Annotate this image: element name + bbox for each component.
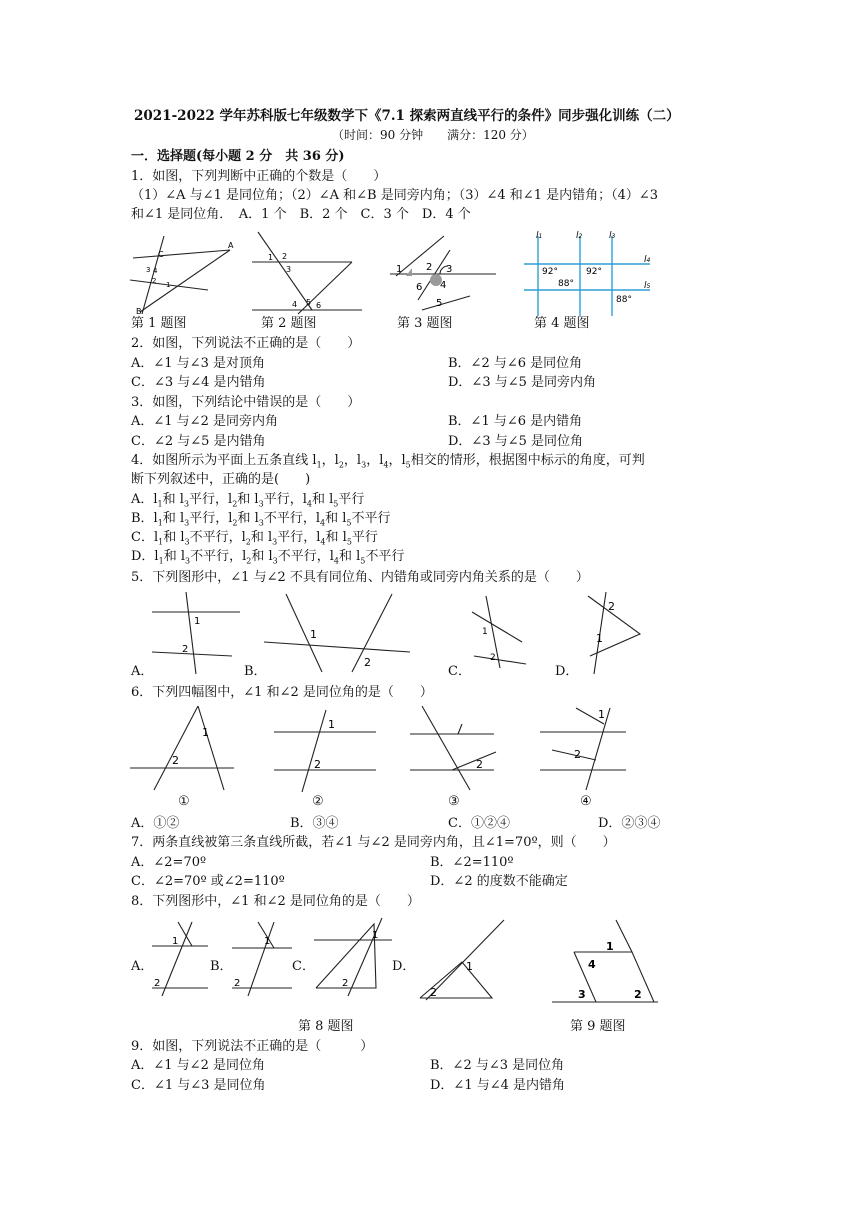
q8-figure-c	[312, 914, 396, 998]
option-d: D．②③④	[598, 816, 661, 831]
option-a: A．$l_1$和 $l_3$平行，$l_2$和 $l_3$平行，$l_4$和 $l_5$平行	[131, 492, 365, 509]
option-d: D．∠3 与∠5 是同旁内角	[448, 375, 597, 390]
fig3-label: 1	[396, 264, 403, 275]
fig2-label: 6	[316, 301, 322, 310]
option-b: B．∠2=110º	[430, 855, 514, 870]
fig1-label: 4	[153, 267, 158, 275]
question-4-stem: 4．如图所示为平面上五条直线 $l_1$，$l_2$，$l_3$，$l_4$，$l_5$相交的情形，根据图中标示的角度，可判	[131, 453, 645, 470]
figure-number: ③	[448, 794, 460, 809]
fig4-label: l3	[609, 231, 616, 241]
fig1-label: A	[228, 241, 234, 250]
q8a-label: 1	[172, 936, 179, 947]
fig4-angle: 92°	[542, 267, 558, 277]
fig4-angle: 88°	[616, 295, 632, 305]
fig1-label: C	[158, 250, 164, 259]
option-d: D．∠1 与∠4 是内错角	[430, 1078, 566, 1093]
figure-caption: 第 2 题图	[261, 316, 317, 331]
q8-figure-b	[228, 918, 294, 998]
option-d-label: D．	[392, 959, 416, 974]
question-8-stem: 8．下列图形中，∠1 和∠2 是同位角的是（ ）	[131, 894, 420, 909]
q6-label: 2	[172, 754, 179, 767]
q6-label: 1	[202, 726, 209, 739]
page-subtitle: （时间：90 分钟 满分：120 分）	[332, 128, 534, 142]
fig4-angle: 88°	[558, 279, 574, 289]
figure-caption: 第 8 题图	[298, 1019, 354, 1034]
q5b-label: 1	[310, 628, 317, 641]
q5a-label: 2	[182, 644, 189, 655]
figure-1	[128, 228, 238, 318]
q5c-label: 2	[490, 653, 496, 663]
fig2-label: 1	[268, 253, 274, 262]
figure-number: ①	[178, 794, 190, 809]
option-c-label: C．	[448, 664, 471, 679]
question-2-stem: 2．如图，下列说法不正确的是（ ）	[131, 336, 361, 351]
option-c-label: C．	[292, 959, 315, 974]
fig4-angle: 92°	[586, 267, 602, 277]
question-1-stem: 1．如图，下列判断中正确的个数是（ ）	[131, 169, 387, 184]
fig2-label: 2	[282, 252, 288, 261]
fig4-label: l5	[644, 281, 651, 291]
q6-label: 2	[476, 758, 483, 771]
fig9-label: 3	[578, 988, 586, 1001]
fig9-label: 2	[634, 988, 642, 1001]
fig4-label: l1	[536, 231, 543, 241]
q5-figure-d	[574, 590, 644, 675]
question-3-stem: 3．如图，下列结论中错误的是（ ）	[131, 395, 361, 410]
option-b-label: B．	[210, 959, 233, 974]
option-b: B．∠1 与∠6 是内错角	[448, 414, 583, 429]
option-d: D．∠3 与∠5 是同位角	[448, 434, 584, 449]
option-c: C．∠2 与∠5 是内错角	[131, 434, 266, 449]
q6-label: 1	[598, 708, 605, 721]
fig3-label: 5	[436, 298, 443, 309]
q6-figure-2	[270, 706, 380, 792]
fig3-label: 4	[440, 280, 447, 291]
fig2-label: 4	[292, 300, 298, 309]
q6-label: 2	[314, 758, 321, 771]
option-c: C．$l_1$和 $l_3$不平行，$l_2$和 $l_3$平行，$l_4$和 $l_5$平行	[131, 530, 378, 547]
q8b-label: 2	[234, 978, 241, 989]
fig2-label: 3	[286, 265, 292, 274]
figure-number: ④	[580, 794, 592, 809]
q8d-label: 1	[466, 960, 473, 973]
figure-caption: 第 4 题图	[534, 316, 590, 331]
q6-figure-4	[536, 702, 636, 792]
question-5-stem: 5．下列图形中，∠1 与∠2 不具有同位角、内错角或同旁内角关系的是（ ）	[131, 570, 589, 585]
q8c-label: 1	[372, 930, 379, 941]
option-b-label: B．	[244, 664, 267, 679]
figure-caption: 第 1 题图	[131, 316, 187, 331]
option-a: A．∠1 与∠3 是对顶角	[131, 356, 265, 371]
fig4-label: l4	[644, 255, 651, 265]
fig1-label: B	[136, 307, 142, 316]
question-1-line: 和∠1 是同位角． A．1 个 B．2 个 C．3 个 D．4 个	[131, 207, 471, 222]
question-7-stem: 7．两条直线被第三条直线所截，若∠1 与∠2 是同旁内角，且∠1=70º，则（ ）	[131, 835, 616, 850]
q5-figure-c	[470, 594, 530, 672]
question-6-stem: 6．下列四幅图中，∠1 和∠2 是同位角的是（ ）	[131, 685, 433, 700]
fig9-label: 4	[588, 958, 596, 971]
fig3-label: 3	[446, 264, 453, 275]
option-c: C．①②④	[448, 816, 510, 831]
q5d-label: 2	[608, 600, 615, 613]
q6-figure-1	[128, 702, 238, 792]
q5c-label: 1	[482, 627, 488, 637]
q6-label: 2	[574, 748, 581, 761]
q8-figure-d	[416, 916, 512, 1002]
option-a-label: A．	[131, 664, 154, 679]
option-a: A．∠1 与∠2 是同旁内角	[131, 414, 278, 429]
option-a: A．∠1 与∠2 是同位角	[131, 1058, 265, 1073]
q8a-label: 2	[154, 978, 161, 989]
fig4-label: l2	[576, 231, 583, 241]
question-4-stem: 断下列叙述中，正确的是( )	[131, 472, 311, 487]
option-b: B．$l_1$和 $l_3$平行，$l_2$和 $l_3$不平行，$l_4$和 $l_5$不平行	[131, 511, 391, 528]
fig1-label: 1	[166, 281, 171, 289]
question-9-stem: 9．如图，下列说法不正确的是（ ）	[131, 1039, 374, 1054]
option-a: A．∠2=70º	[131, 855, 207, 870]
option-d: D．∠2 的度数不能确定	[430, 874, 568, 889]
figure-2	[250, 228, 370, 316]
q5-figure-a	[150, 590, 245, 675]
option-d: D．$l_1$和 $l_3$不平行，$l_2$和 $l_3$不平行，$l_4$和 $l_5$不平行	[131, 549, 405, 566]
q5a-label: 1	[194, 616, 201, 627]
question-1-line: （1）∠A 与∠1 是同位角；（2）∠A 和∠B 是同旁内角；（3）∠4 和∠1 是内错角；（4）∠3	[131, 188, 659, 203]
figure-3	[388, 230, 498, 316]
figure-number: ②	[312, 794, 324, 809]
q8-figure-a	[148, 918, 210, 998]
option-b: B．③④	[290, 816, 339, 831]
q5b-label: 2	[364, 656, 371, 669]
fig2-label: 5	[306, 298, 312, 307]
option-a: A．①②	[131, 816, 180, 831]
option-c: C．∠3 与∠4 是内错角	[131, 375, 266, 390]
option-c: C．∠2=70º 或∠2=110º	[131, 874, 285, 889]
fig1-label: 2	[152, 277, 157, 285]
q6-figure-3	[406, 702, 506, 792]
q8c-label: 2	[342, 978, 349, 989]
q5-figure-b	[262, 590, 412, 675]
q5d-label: 1	[596, 632, 603, 645]
fig3-label: 6	[416, 282, 423, 293]
q6-label: 1	[328, 718, 335, 731]
figure-caption: 第 3 题图	[397, 316, 453, 331]
section-heading: 一．选择题(每小题 2 分 共 36 分)	[131, 149, 345, 164]
q8b-label: 1	[264, 936, 271, 947]
figure-caption: 第 9 题图	[570, 1019, 626, 1034]
q8d-label: 2	[430, 986, 437, 999]
option-b: B．∠2 与∠3 是同位角	[430, 1058, 565, 1073]
fig1-label: 3	[146, 266, 151, 274]
figure-9	[548, 916, 662, 1006]
page-title: 2021-2022 学年苏科版七年级数学下《7.1 探索两直线平行的条件》同步强化训练（二）	[134, 108, 680, 124]
option-a-label: A．	[131, 959, 154, 974]
fig3-label: 2	[426, 262, 433, 273]
option-b: B．∠2 与∠6 是同位角	[448, 356, 583, 371]
option-d-label: D．	[555, 664, 579, 679]
fig9-label: 1	[606, 940, 614, 953]
option-c: C．∠1 与∠3 是同位角	[131, 1078, 266, 1093]
figure-4	[520, 228, 660, 318]
